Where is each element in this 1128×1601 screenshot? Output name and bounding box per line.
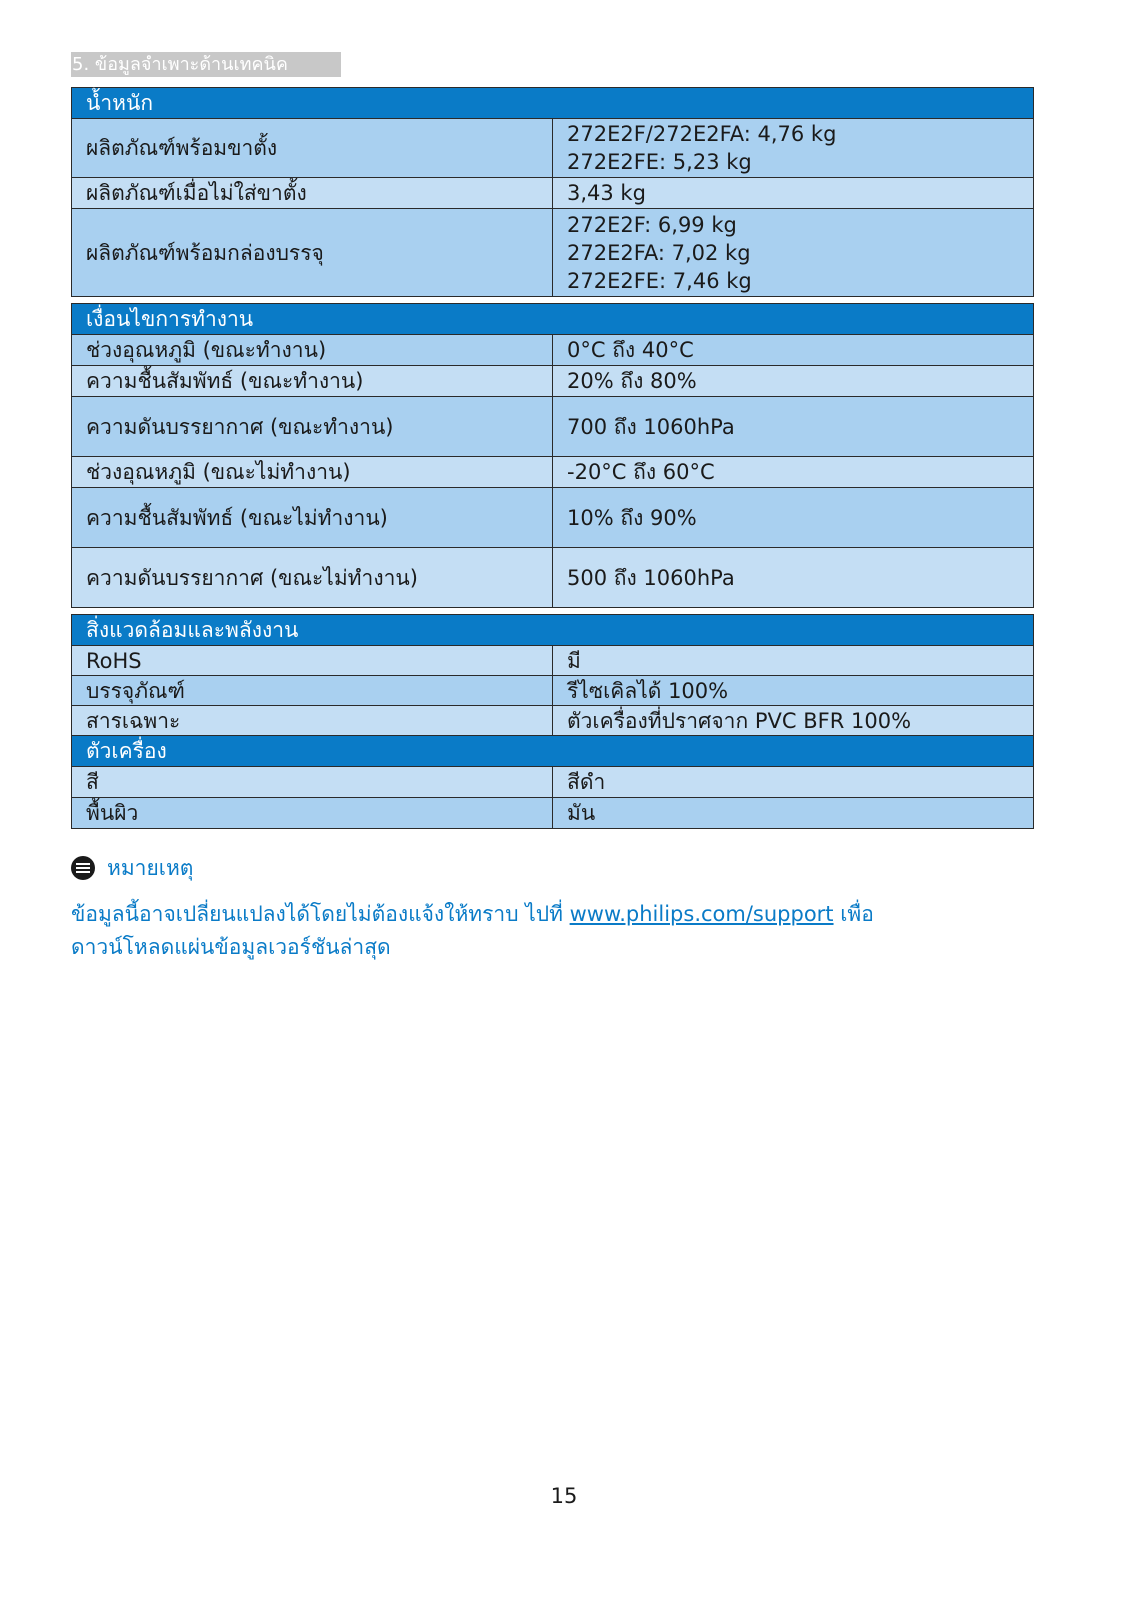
- weight-table: [71, 87, 1034, 297]
- row-value: 700 ถึง 1060hPa: [553, 397, 1034, 457]
- row-value: มี: [553, 646, 1034, 676]
- note-title: หมายเหตุ: [107, 855, 194, 880]
- row-value: 20% ถึง 80%: [553, 366, 1034, 397]
- row-label: ความชื้นสัมพัทธ์ (ขณะทำงาน): [72, 366, 553, 397]
- row-value: -20°C ถึง 60°C: [553, 457, 1034, 488]
- row-label: ช่วงอุณหภูมิ (ขณะทำงาน): [72, 335, 553, 366]
- operating-header: เงื่อนไขการทำงาน: [72, 304, 1034, 335]
- page-number: 15: [550, 1484, 578, 1508]
- row-label: สารเฉพาะ: [72, 706, 553, 736]
- row-label: ช่วงอุณหภูมิ (ขณะไม่ทำงาน): [72, 457, 553, 488]
- note-text: [71, 898, 951, 964]
- table-row: [72, 676, 1034, 706]
- row-label: ผลิตภัณฑ์พร้อมขาตั้ง: [72, 119, 553, 178]
- row-value: 3,43 kg: [553, 178, 1034, 209]
- row-value: รีไซเคิลได้ 100%: [553, 676, 1034, 706]
- table-row: [72, 119, 1034, 178]
- row-value: 500 ถึง 1060hPa: [553, 548, 1034, 608]
- table-row: [72, 767, 1034, 798]
- value-line: 272E2FE: 5,23 kg: [567, 150, 752, 174]
- table-header-row: [72, 304, 1034, 335]
- row-label: ผลิตภัณฑ์พร้อมกล่องบรรจุ: [72, 209, 553, 297]
- cabinet-header: ตัวเครื่อง: [72, 736, 1034, 767]
- environment-cabinet-table: [71, 614, 1034, 829]
- table-row: [72, 488, 1034, 548]
- row-label: ความดันบรรยากาศ (ขณะทำงาน): [72, 397, 553, 457]
- table-row: [72, 548, 1034, 608]
- environment-header: สิ่งแวดล้อมและพลังงาน: [72, 615, 1034, 646]
- row-label: ความดันบรรยากาศ (ขณะไม่ทำงาน): [72, 548, 553, 608]
- row-label: บรรจุภัณฑ์: [72, 676, 553, 706]
- row-value: [553, 209, 1034, 297]
- value-line: 272E2FA: 7,02 kg: [567, 240, 751, 265]
- operating-conditions-table: [71, 303, 1034, 608]
- table-header-row: [72, 736, 1034, 767]
- note-icon: [71, 856, 95, 880]
- table-header-row: [72, 615, 1034, 646]
- row-value: มัน: [553, 798, 1034, 829]
- value-line: 272E2FE: 7,46 kg: [567, 268, 752, 293]
- table-row: [72, 646, 1034, 676]
- note-text-after: เพื่อดาวน์โหลดแผ่นข้อมูลเวอร์ชันล่าสุด: [71, 902, 874, 959]
- table-row: [72, 397, 1034, 457]
- note-heading: [71, 853, 193, 883]
- note-text-before: ข้อมูลนี้อาจเปลี่ยนแปลงได้โดยไม่ต้องแจ้งให้ทราบ ไปที่: [71, 902, 570, 926]
- table-row: [72, 178, 1034, 209]
- row-value: [553, 119, 1034, 178]
- row-label: ความชื้นสัมพัทธ์ (ขณะไม่ทำงาน): [72, 488, 553, 548]
- table-header-row: [72, 88, 1034, 119]
- row-label: RoHS: [72, 646, 553, 676]
- value-line: 272E2F/272E2FA: 4,76 kg: [567, 122, 837, 146]
- row-label: สี: [72, 767, 553, 798]
- row-label: ผลิตภัณฑ์เมื่อไม่ใส่ขาตั้ง: [72, 178, 553, 209]
- support-link[interactable]: www.philips.com/support: [569, 902, 834, 926]
- weight-header: น้ำหนัก: [72, 88, 1034, 119]
- row-value: 10% ถึง 90%: [553, 488, 1034, 548]
- row-value: สีดำ: [553, 767, 1034, 798]
- row-value: ตัวเครื่องที่ปราศจาก PVC BFR 100%: [553, 706, 1034, 736]
- table-row: [72, 798, 1034, 829]
- table-row: [72, 706, 1034, 736]
- row-value: 0°C ถึง 40°C: [553, 335, 1034, 366]
- table-row: [72, 209, 1034, 297]
- table-row: [72, 335, 1034, 366]
- section-title: 5. ข้อมูลจำเพาะด้านเทคนิค: [71, 52, 341, 77]
- row-label: พื้นผิว: [72, 798, 553, 829]
- value-line: 272E2F: 6,99 kg: [567, 212, 737, 237]
- table-row: [72, 457, 1034, 488]
- table-row: [72, 366, 1034, 397]
